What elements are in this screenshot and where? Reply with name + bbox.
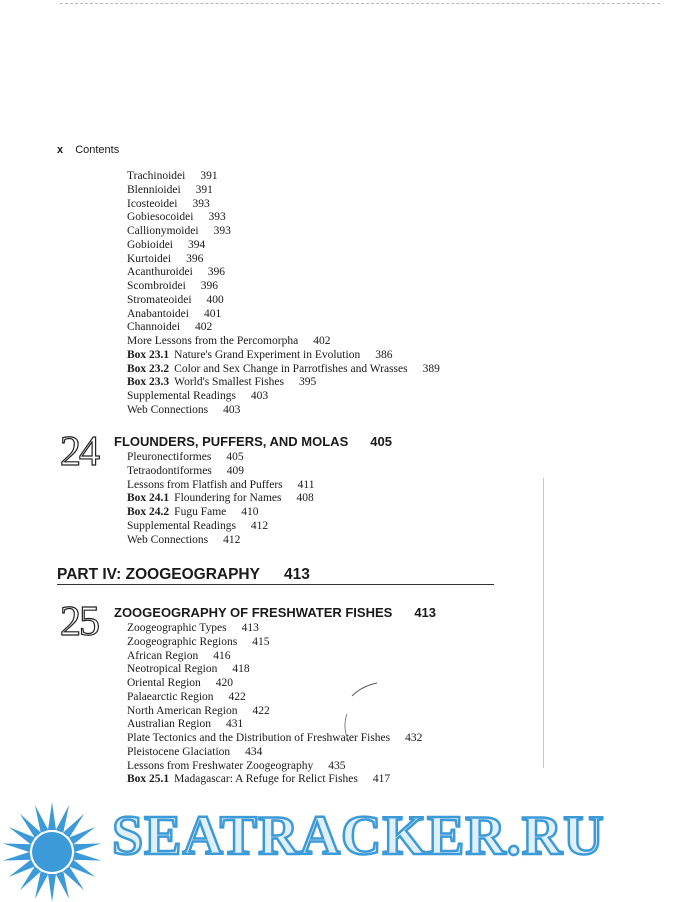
toc-entry[interactable]	[127, 534, 240, 548]
toc-entry[interactable]	[127, 294, 224, 308]
toc-entry[interactable]	[127, 170, 218, 184]
toc-entry[interactable]	[127, 198, 210, 212]
scan-top-edge	[60, 3, 660, 5]
entry-page: 418	[232, 663, 250, 676]
entry-page: 420	[215, 677, 234, 689]
entry-title: Gobiesocoidei	[127, 211, 194, 224]
part-page: 413	[283, 566, 310, 583]
entry-page: 393	[213, 225, 231, 237]
toc-entry[interactable]	[127, 636, 269, 650]
box-label: Box 24.2	[127, 506, 170, 518]
entry-title: Lessons from Freshwater Zoogeography	[127, 759, 314, 772]
toc-entry[interactable]	[127, 404, 240, 418]
chapter-title-text: ZOOGEOGRAPHY OF FRESHWATER FISHES	[114, 605, 393, 620]
entry-title: Palaearctic Region	[127, 690, 214, 703]
entry-page: 402	[195, 321, 213, 334]
toc-entry[interactable]	[127, 650, 230, 664]
entry-page: 403	[223, 403, 241, 416]
entry-title: Supplemental Readings	[127, 390, 236, 402]
entry-page: 391	[195, 183, 213, 196]
entry-page: 405	[226, 451, 244, 463]
entry-page: 412	[250, 519, 269, 532]
chapter-24-title[interactable]	[114, 434, 392, 449]
entry-title: Web Connections	[127, 533, 209, 546]
entry-title: World's Smallest Fishes	[174, 376, 284, 389]
entry-page: 396	[200, 280, 219, 292]
entry-page: 411	[297, 478, 315, 491]
entry-page: 400	[206, 293, 224, 306]
toc-box-entry[interactable]	[127, 349, 392, 363]
toc-entry[interactable]	[127, 225, 231, 239]
entry-page: 422	[228, 690, 246, 703]
part-heading[interactable]	[57, 566, 310, 584]
box-label: Box 23.2	[127, 362, 170, 375]
entry-title: Channoidei	[127, 321, 181, 334]
box-label: Box 24.1	[127, 492, 170, 505]
toc-entry[interactable]	[127, 677, 233, 691]
toc-entry[interactable]	[127, 760, 345, 774]
toc-entry[interactable]	[127, 253, 203, 267]
entry-title: African Region	[127, 649, 199, 662]
chapter-25-number: 25	[60, 599, 98, 645]
toc-entry[interactable]	[127, 451, 244, 465]
chapter-title-text: FLOUNDERS, PUFFERS, AND MOLAS	[114, 434, 349, 449]
pen-mark	[350, 680, 380, 700]
running-header-title: Contents	[75, 144, 120, 156]
entry-page: 435	[328, 759, 346, 772]
chapter-page: 413	[414, 605, 437, 620]
entry-title: Kurtoidei	[127, 252, 172, 265]
entry-title: Color and Sex Change in Parrotfishes and Wrasses	[174, 362, 408, 375]
scan-margin-line	[543, 478, 544, 768]
entry-title: Anabantoidei	[127, 307, 189, 320]
watermark-text: SEATRACKER.RU	[112, 805, 605, 867]
entry-title: Nature's Grand Experiment in Evolution	[174, 348, 361, 361]
entry-page: 402	[313, 335, 331, 347]
toc-entry[interactable]	[127, 520, 268, 534]
toc-entry[interactable]	[127, 705, 270, 719]
entry-page: 396	[207, 266, 226, 279]
entry-title: Neotropical Region	[127, 663, 218, 676]
toc-entry[interactable]	[127, 718, 243, 732]
toc-entry[interactable]	[127, 622, 259, 636]
entry-title: Zoogeographic Types	[127, 622, 227, 634]
entry-page: 434	[245, 745, 263, 758]
entry-title: Pleistocene Glaciation	[127, 745, 231, 758]
running-header	[57, 144, 119, 156]
toc-entry[interactable]	[127, 732, 422, 746]
entry-title: Trachinoidei	[127, 170, 186, 182]
entry-title: More Lessons from the Percomorpha	[127, 335, 299, 347]
box-label: Box 23.3	[127, 376, 170, 389]
entry-title: Australian Region	[127, 718, 211, 731]
toc-entry[interactable]	[127, 280, 218, 294]
entry-title: Lessons from Flatfish and Puffers	[127, 478, 283, 491]
entry-title: Callionymoidei	[127, 225, 199, 237]
entry-title: Stromateoidei	[127, 293, 192, 306]
toc-box-entry[interactable]	[127, 492, 314, 506]
part-title: PART IV: ZOOGEOGRAPHY	[57, 566, 260, 583]
entry-page: 432	[405, 732, 423, 744]
entry-title: Pleuronectiformes	[127, 451, 212, 463]
toc-box-entry[interactable]	[127, 506, 259, 520]
entry-title: Zoogeographic Regions	[127, 635, 238, 648]
entry-page: 410	[241, 506, 259, 518]
entry-title: Acanthuroidei	[127, 266, 193, 279]
toc-entry[interactable]	[127, 663, 250, 677]
entry-page: 422	[252, 704, 270, 717]
toc-box-entry[interactable]	[127, 376, 316, 390]
toc-box-entry[interactable]	[127, 773, 390, 787]
entry-page: 409	[226, 464, 245, 477]
entry-title: Icosteoidei	[127, 197, 178, 210]
entry-page: 413	[241, 622, 259, 634]
entry-page: 408	[296, 492, 314, 505]
entry-page: 415	[252, 635, 270, 648]
entry-title: Tetraodontiformes	[127, 464, 212, 477]
entry-page: 417	[372, 773, 391, 786]
toc-entry[interactable]	[127, 335, 330, 349]
box-label: Box 25.1	[127, 773, 170, 786]
entry-title: Scombroidei	[127, 280, 186, 292]
entry-page: 431	[226, 718, 244, 731]
entry-title: Web Connections	[127, 403, 209, 416]
toc-entry[interactable]	[127, 390, 268, 404]
entry-title: Gobioidei	[127, 238, 173, 251]
entry-title: Blennioidei	[127, 183, 181, 196]
chapter-25-title[interactable]	[114, 605, 436, 620]
entry-title: Oriental Region	[127, 677, 201, 689]
entry-page: 394	[188, 238, 206, 251]
chapter-page: 405	[370, 434, 392, 449]
entry-title: Plate Tectonics and the Distribution of Freshwater Fishes	[127, 732, 391, 744]
entry-title: Madagascar: A Refuge for Relict Fishes	[174, 773, 358, 786]
toc-entry[interactable]	[127, 308, 221, 322]
entry-page: 401	[203, 307, 222, 320]
toc-entry[interactable]	[127, 321, 212, 335]
entry-page: 391	[200, 170, 218, 182]
chapter-24-number: 24	[60, 429, 98, 475]
toc-entry[interactable]	[127, 465, 244, 479]
toc-entry[interactable]	[127, 266, 225, 280]
entry-page: 395	[298, 376, 317, 389]
toc-entry[interactable]	[127, 746, 262, 760]
toc-entry[interactable]	[127, 479, 315, 493]
entry-page: 416	[213, 649, 231, 662]
toc-box-entry[interactable]	[127, 363, 440, 377]
entry-title: North American Region	[127, 704, 238, 717]
toc-entry[interactable]	[127, 184, 213, 198]
entry-page: 389	[422, 362, 440, 375]
entry-title: Floundering for Names	[174, 492, 282, 505]
toc-entry[interactable]	[127, 211, 226, 225]
box-label: Box 23.1	[127, 348, 170, 361]
page-number: x	[57, 144, 64, 156]
entry-page: 386	[375, 348, 393, 361]
entry-page: 412	[223, 533, 241, 546]
toc-entry[interactable]	[127, 691, 246, 705]
pen-mark	[338, 712, 352, 746]
sun-logo-icon	[0, 800, 115, 902]
part-rule	[57, 584, 494, 585]
entry-page: 393	[192, 197, 210, 210]
entry-title: Fugu Fame	[174, 506, 227, 518]
entry-page: 396	[186, 252, 204, 265]
entry-page: 403	[250, 390, 269, 402]
entry-page: 393	[208, 211, 226, 224]
toc-entry[interactable]	[127, 239, 205, 253]
entry-title: Supplemental Readings	[127, 519, 236, 532]
